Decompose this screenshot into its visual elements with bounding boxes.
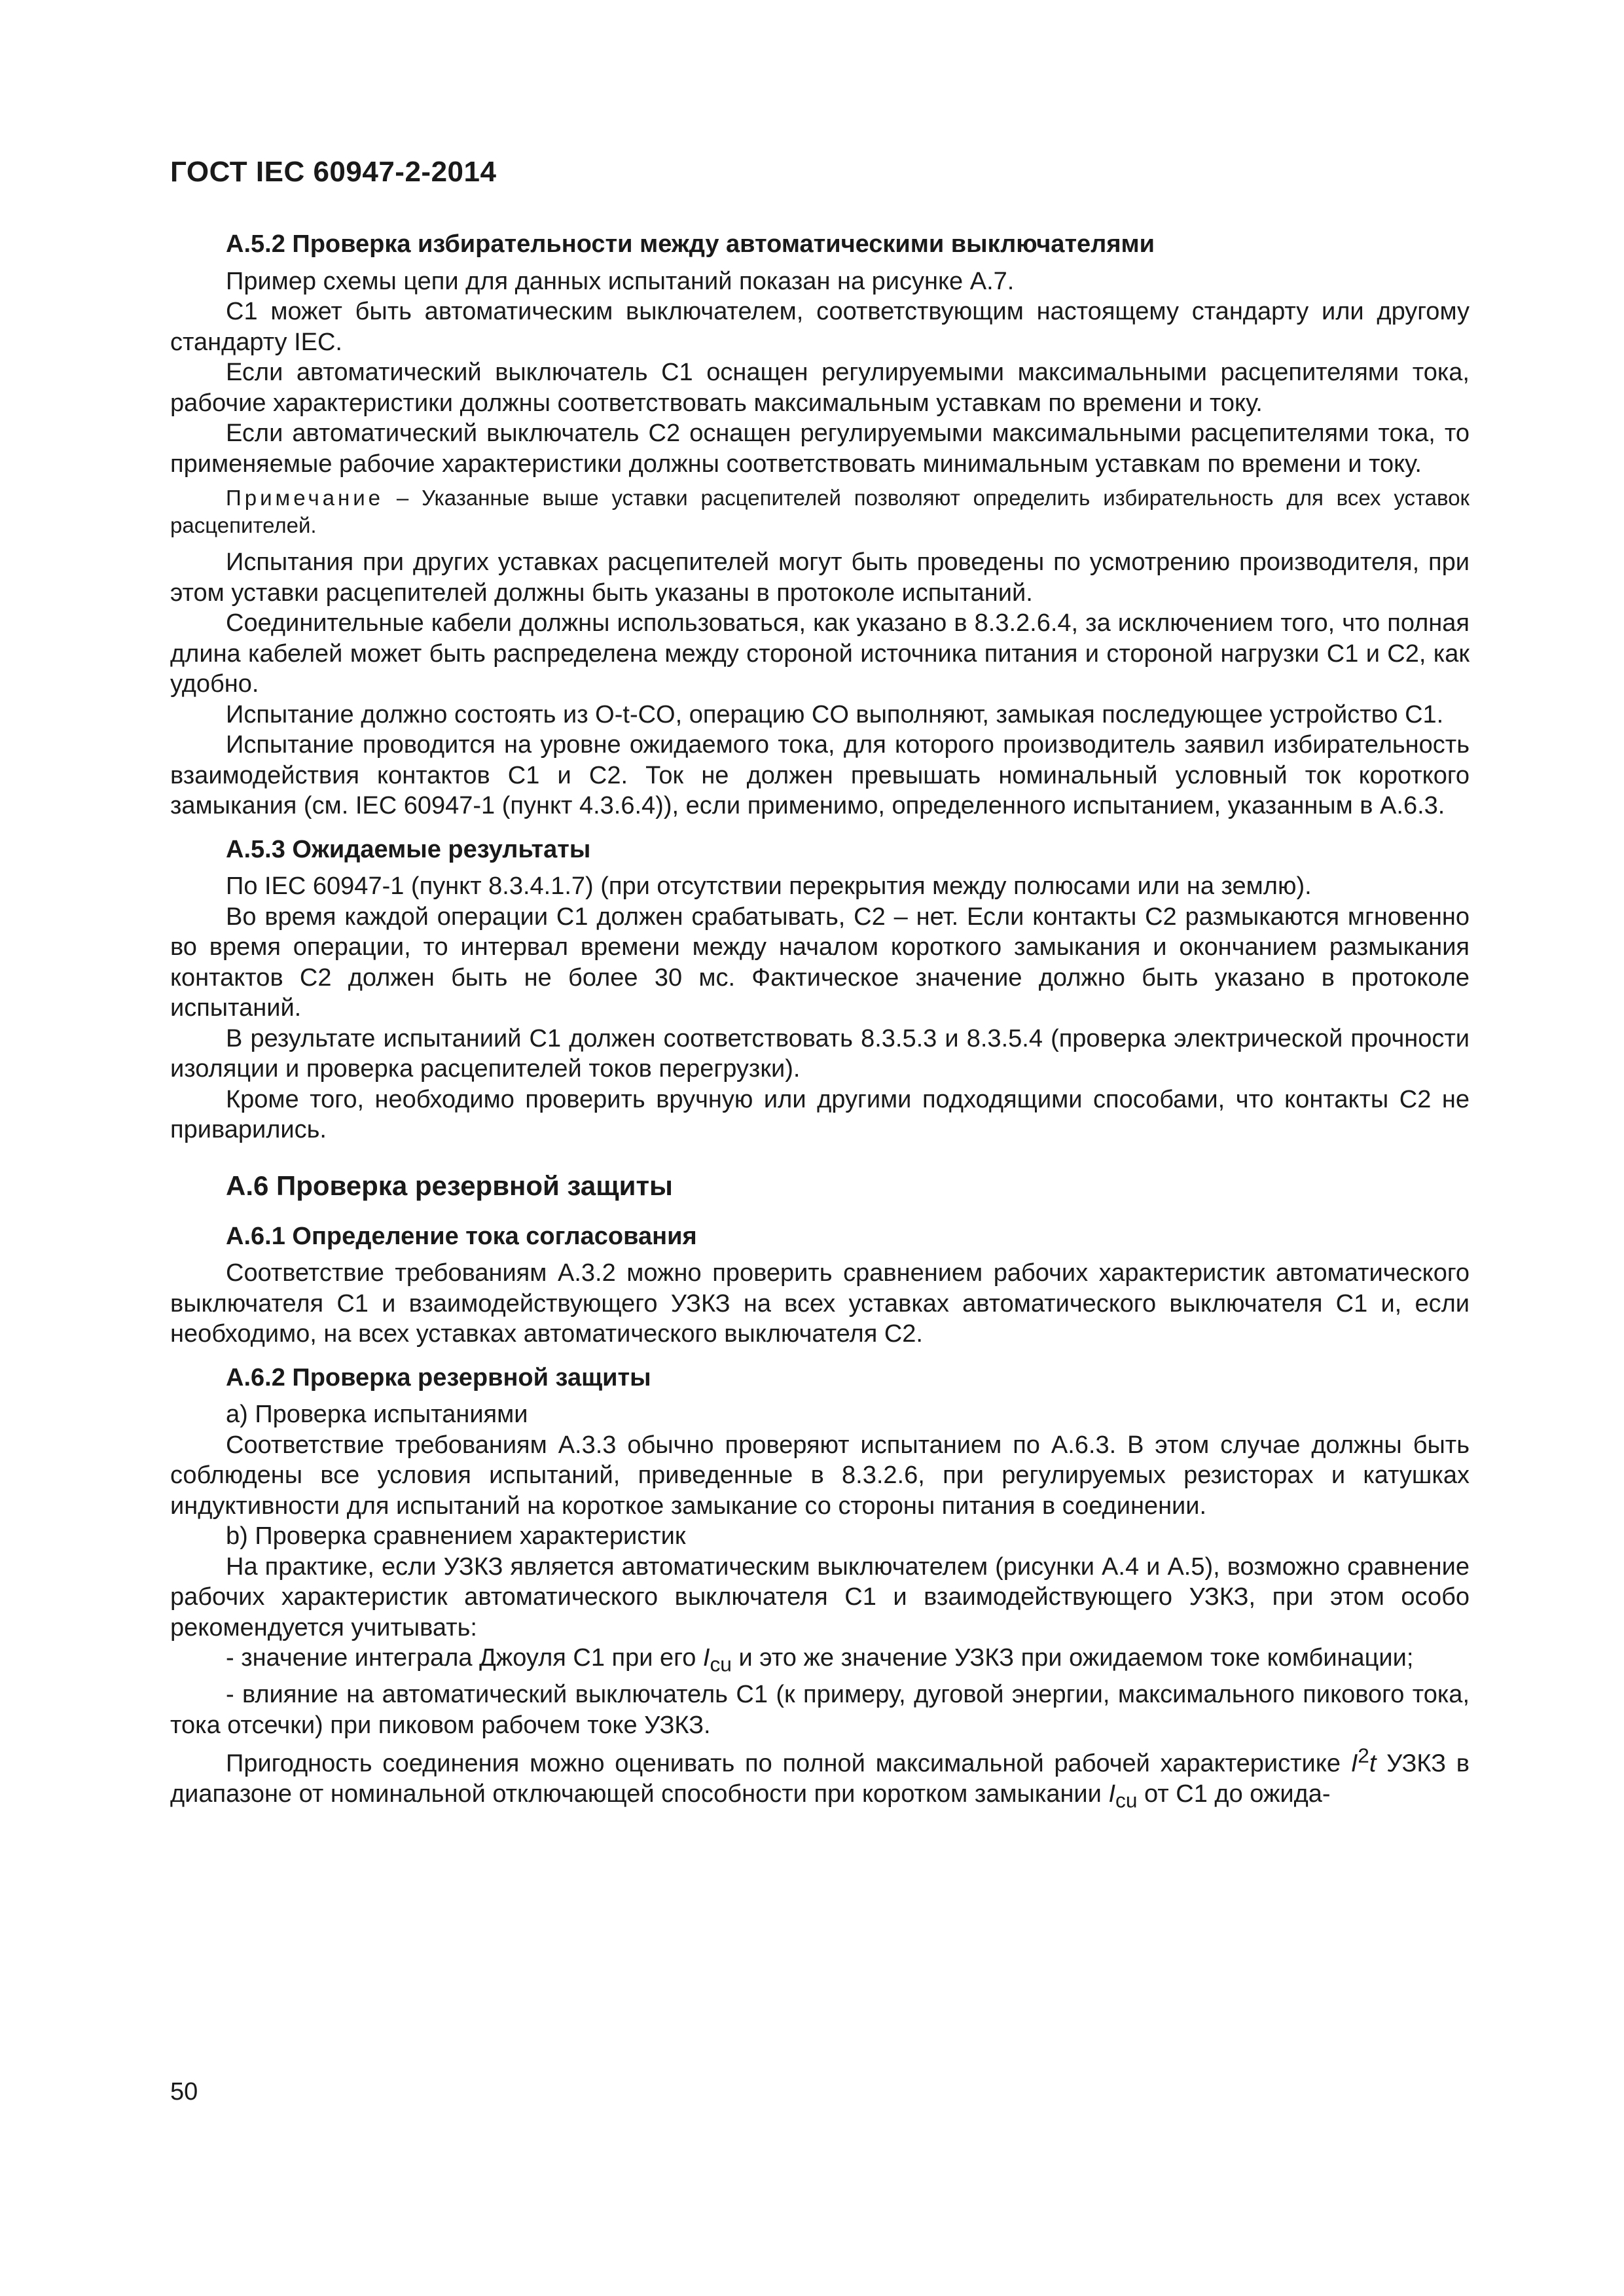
paragraph: По IEC 60947-1 (пункт 8.3.4.1.7) (при отсутствии перекрытия между полюсами или на землю). xyxy=(226,872,1312,900)
paragraph: Если автоматический выключатель С1 оснащен регулируемыми максимальными расцепителями тока, рабочие характеристики должны соответствовать максимальным уставкам по времени и току. xyxy=(170,359,1470,417)
paragraph: Испытание проводится на уровне ожидаемого тока, для которого производитель заявил избирательность взаимодействия контактов С1 и С2. Ток не должен превышать номинальный условный ток короткого замыкания (см. IEC 60947-1 (пункт 4.3.6.4)), если применимо, определенного испытанием, указанным в А.6.3. xyxy=(170,731,1470,819)
text-run: и это же значение УЗКЗ при ожидаемом токе комбинации; xyxy=(731,1644,1414,1672)
paragraph xyxy=(170,1740,1470,1816)
symbol-subscript: cu xyxy=(1115,1788,1138,1812)
paragraph: Пример схемы цепи для данных испытаний показан на рисунке А.7. xyxy=(226,267,1015,295)
paragraph: На практике, если УЗКЗ является автоматическим выключателем (рисунки А.4 и А.5), возможно сравнение рабочих характеристик автоматического выключателя С1 и взаимодействующего УЗКЗ, при этом особо рекомендуется учитывать: xyxy=(170,1552,1470,1641)
symbol-i: I xyxy=(702,1644,710,1672)
symbol-subscript: cu xyxy=(710,1652,732,1676)
paragraph: Соответствие требованиям А.3.2 можно проверить сравнением рабочих характеристик автоматического выключателя С1 и взаимодействующего УЗКЗ на всех уставках автоматического выключателя С1 и, если необходимо, на всех уставках автоматического выключателя С2. xyxy=(170,1259,1470,1348)
dash-item: - влияние на автоматический выключатель С1 (к примеру, дуговой энергии, максимального пикового тока, тока отсечки) при пиковом рабочем токе УЗКЗ. xyxy=(170,1681,1470,1739)
symbol-t: t xyxy=(1369,1749,1377,1778)
note-text: – Указанные выше уставки расцепителей позволяют определить избирательность для всех уставок расцепителей. xyxy=(170,486,1470,537)
text-run: Пригодность соединения можно оценивать по полной максимальной рабочей характеристике xyxy=(226,1749,1351,1778)
document-body xyxy=(170,229,1470,1816)
list-item: a) Проверка испытаниями xyxy=(226,1401,528,1428)
section-a52-title: А.5.2 Проверка избирательности между автоматическими выключателями xyxy=(226,230,1155,258)
note xyxy=(170,484,1470,539)
paragraph: Соответствие требованиям А.3.3 обычно проверяют испытанием по А.6.3. В этом случае должны быть соблюдены все условия испытаний, приведенные в 8.3.2.6, при регулируемых резисторах и катушках индуктивности для испытаний на короткое замыкание со стороны питания в соединении. xyxy=(170,1431,1470,1520)
list-item: b) Проверка сравнением характеристик xyxy=(226,1522,686,1550)
section-a62-title: А.6.2 Проверка резервной защиты xyxy=(226,1363,651,1391)
page-number: 50 xyxy=(170,2078,198,2106)
section-a61-title: А.6.1 Определение тока согласования xyxy=(226,1222,697,1250)
document-code: ГОСТ IEC 60947-2-2014 xyxy=(170,156,497,188)
section-a6-title: А.6 Проверка резервной защиты xyxy=(226,1170,673,1201)
note-label: Примечание xyxy=(226,486,384,510)
paragraph: Если автоматический выключатель С2 оснащен регулируемыми максимальными расцепителями тока, то применяемые рабочие характеристики должны соответствовать минимальным уставкам по времени и току. xyxy=(170,420,1470,478)
text-run: УЗКЗ в диапазоне от номинальной отключающей способности при коротком замыкании xyxy=(170,1749,1470,1808)
text-run: - значение интеграла Джоуля С1 при его xyxy=(226,1644,703,1672)
paragraph: Кроме того, необходимо проверить вручную или другими подходящими способами, что контакты С2 не приварились. xyxy=(170,1085,1470,1143)
paragraph: Испытание должно состоять из O-t-CO, операцию CO выполняют, замыкая последующее устройство С1. xyxy=(226,700,1444,728)
symbol-i: I xyxy=(1108,1780,1116,1808)
dash-item xyxy=(170,1643,1470,1679)
paragraph: В результате испытаниий С1 должен соответствовать 8.3.5.3 и 8.3.5.4 (проверка электрической прочности изоляции и проверка расцепителей токов перегрузки). xyxy=(170,1024,1470,1083)
paragraph: Соединительные кабели должны использоваться, как указано в 8.3.2.6.4, за исключением того, что полная длина кабелей может быть распределена между стороной источника питания и стороной нагрузки С1 и С2, как удобно. xyxy=(170,609,1470,698)
symbol-superscript: 2 xyxy=(1358,1744,1369,1768)
symbol-i: I xyxy=(1350,1749,1358,1778)
section-a53-title: А.5.3 Ожидаемые результаты xyxy=(226,835,591,863)
paragraph: Испытания при других уставках расцепителей могут быть проведены по усмотрению производителя, при этом уставки расцепителей должны быть указаны в протоколе испытаний. xyxy=(170,548,1470,607)
paragraph: Во время каждой операции С1 должен срабатывать, С2 – нет. Если контакты С2 размыкаются мгновенно во время операции, то интервал времени между началом короткого замыкания и окончанием размыкания контактов С2 должен быть не более 30 мс. Фактическое значение должно быть указано в протоколе испытаний. xyxy=(170,903,1470,1022)
text-run: от С1 до ожида- xyxy=(1137,1780,1331,1808)
paragraph: С1 может быть автоматическим выключателем, соответствующим настоящему стандарту или другому стандарту IEC. xyxy=(170,298,1470,356)
